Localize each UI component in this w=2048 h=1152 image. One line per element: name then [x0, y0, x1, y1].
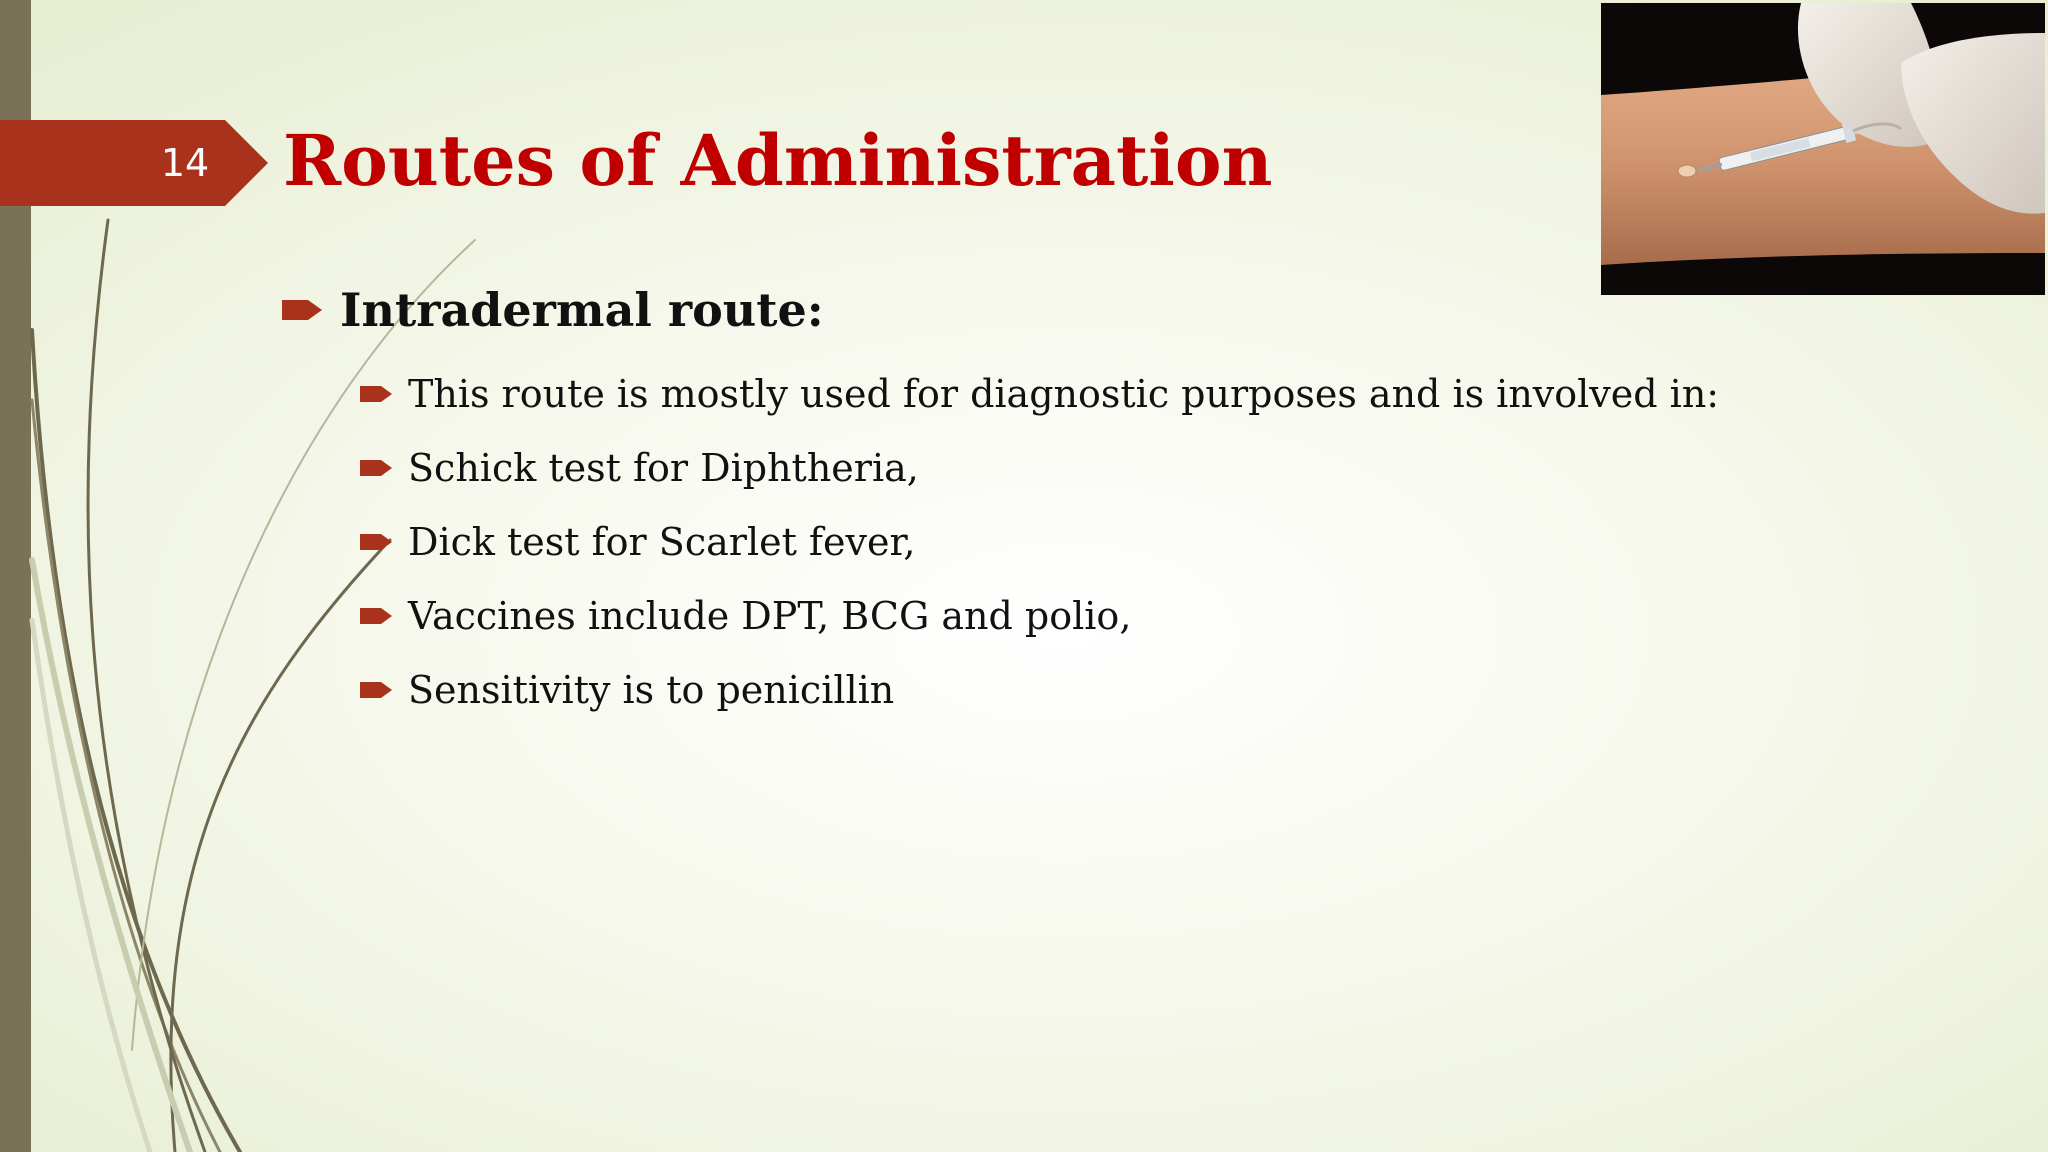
bullet-arrow-icon — [360, 459, 392, 477]
slide-number: 14 — [160, 141, 210, 185]
bullet-arrow-icon — [360, 533, 392, 551]
bullet-list — [360, 357, 1982, 727]
list-item — [360, 653, 1982, 727]
list-item-text: Vaccines include DPT, BCG and polio, — [408, 594, 1132, 638]
list-item — [360, 431, 1982, 505]
slide-title: Routes of Administration — [283, 119, 1273, 202]
list-item-text: Schick test for Diphtheria, — [408, 446, 919, 490]
slide-number-tag — [0, 120, 270, 206]
bullet-arrow-icon — [360, 681, 392, 699]
list-item — [360, 357, 1982, 431]
bullet-arrow-icon — [360, 607, 392, 625]
list-item — [360, 579, 1982, 653]
bullet-arrow-icon — [282, 299, 322, 321]
bullet-arrow-icon — [360, 385, 392, 403]
list-item-text: Dick test for Scarlet fever, — [408, 520, 916, 564]
bullet-level1 — [282, 275, 1982, 345]
list-item-text: Sensitivity is to penicillin — [408, 668, 895, 712]
intradermal-injection-photo — [1601, 3, 2045, 295]
section-heading: Intradermal route: — [340, 283, 824, 337]
list-item-text: This route is mostly used for diagnostic purposes and is involved in: — [408, 372, 1720, 416]
slide-body — [282, 275, 1982, 727]
list-item — [360, 505, 1982, 579]
